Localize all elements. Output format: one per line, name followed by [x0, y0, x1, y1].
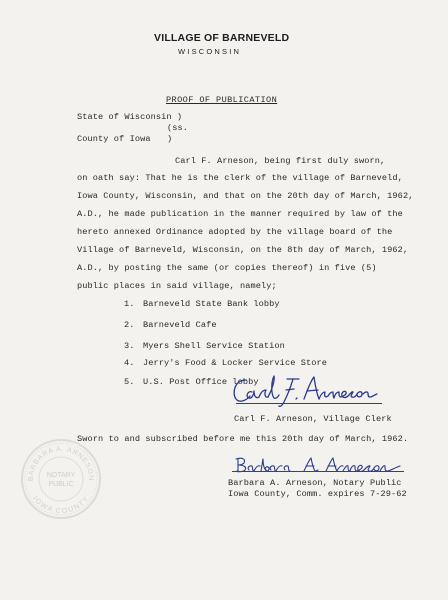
list-item: U.S. Post Office lobby [143, 377, 259, 387]
list-item: Jerry's Food & Locker Service Store [143, 358, 327, 368]
notary-seal [20, 438, 102, 525]
list-item: Barneveld Cafe [143, 320, 217, 330]
venue-county-paren: ) [167, 134, 173, 144]
affidavit-line: Carl F. Arneson, being first duly sworn, [175, 156, 386, 166]
affidavit-line: Village of Barneveld, Wisconsin, on the 8th day of March, 1962, [77, 245, 409, 255]
affidavit-line: hereto annexed Ordinance adopted by the village board of the [77, 227, 393, 237]
list-item-number: 4. [124, 358, 135, 368]
letterhead-name: VILLAGE OF BARNEVELD [154, 32, 290, 44]
notary-line-2: Iowa County, Comm. expires 7-29-62 [228, 489, 407, 499]
venue-state: State of Wisconsin ) [77, 112, 183, 122]
seal-top-text: BARBARA A. ARNESON [27, 445, 95, 482]
list-item-number: 1. [124, 299, 135, 309]
document-title: PROOF OF PUBLICATION [166, 95, 278, 105]
list-item-number: 5. [124, 377, 135, 387]
list-item: Barneveld State Bank lobby [143, 299, 280, 309]
notary-signature [232, 455, 402, 477]
affidavit-line: A.D., by posting the same (or copies thereof) in five (5) [77, 263, 377, 273]
list-item-number: 3. [124, 341, 135, 351]
list-item-number: 2. [124, 320, 135, 330]
affidavit-line: public places in said village, namely; [77, 281, 277, 291]
seal-bottom-text: IOWA COUNTY [31, 495, 91, 516]
clerk-printed-name: Carl F. Arneson, Village Clerk [234, 414, 392, 424]
affidavit-line: A.D., he made publication in the manner required by law of the [77, 209, 403, 219]
seal-middle-1: NOTARY [46, 472, 76, 479]
clerk-signature [230, 372, 380, 410]
list-item: Myers Shell Service Station [143, 341, 285, 351]
venue-county: County of Iowa [77, 134, 151, 144]
venue-ss: (ss. [167, 123, 189, 133]
jurat: Sworn to and subscribed before me this 20th day of March, 1962. [77, 434, 409, 444]
affidavit-line: on oath say: That he is the clerk of the village of Barneveld, [77, 173, 403, 183]
seal-middle-2: PUBLIC [48, 481, 74, 488]
notary-line-1: Barbara A. Arneson, Notary Public [228, 478, 402, 488]
notary-signature-line [232, 471, 404, 472]
affidavit-line: Iowa County, Wisconsin, and that on the 20th day of March, 1962, [77, 191, 414, 201]
clerk-signature-line [236, 403, 382, 404]
letterhead-state: WISCONSIN [178, 47, 242, 56]
